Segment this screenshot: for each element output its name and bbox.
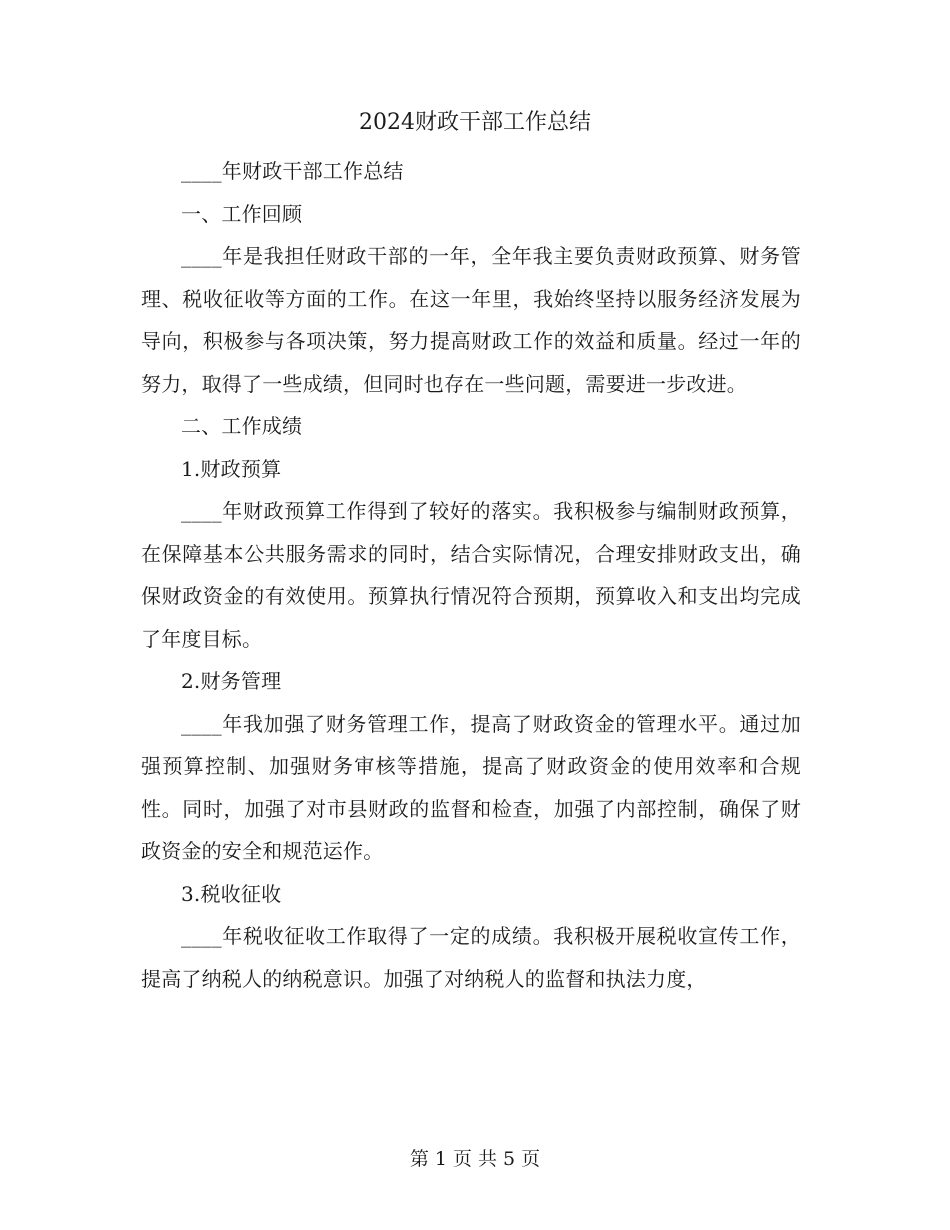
subheading-financial-management: 2.财务管理 [181,669,282,693]
section-heading-achievements: 二、工作成绩 [181,414,303,438]
document-title: 2024财政干部工作总结 [359,110,591,135]
document-body [141,150,801,1000]
body-paragraph: ____年税收征收工作取得了一定的成绩。我积极开展税收宣传工作，提高了纳税人的纳税意识。加强了对纳税人的监督和执法力度， [141,924,801,991]
subheading-tax-collection: 3.税收征收 [181,881,282,906]
subtitle-paragraph: ____年财政干部工作总结 [181,159,404,183]
body-paragraph: ____年我加强了财务管理工作，提高了财政资金的管理水平。通过加强预算控制、加强财务审核等措施，提高了财政资金的使用效率和合规性。同时，加强了对市县财政的监督和检查，加强了内部控制，确保了财政资金的安全和规范运作。 [141,711,801,863]
body-paragraph: ____年财政预算工作得到了较好的落实。我积极参与编制财政预算，在保障基本公共服务需求的同时，结合实际情况，合理安排财政支出，确保财政资金的有效使用。预算执行情况符合预期，预算收入和支出均完成了年度目标。 [141,499,801,651]
section-heading-review: 一、工作回顾 [181,201,303,226]
body-paragraph: ____年是我担任财政干部的一年，全年我主要负责财政预算、财务管理、税收征收等方面的工作。在这一年里，我始终坚持以服务经济发展为导向，积极参与各项决策，努力提高财政工作的效益和质量。经过一年的努力，取得了一些成绩，但同时也存在一些问题，需要进一步改进。 [141,244,801,396]
subheading-budget: 1.财政预算 [181,456,282,481]
page-footer: 第 1 页 共 5 页 [409,1148,541,1170]
